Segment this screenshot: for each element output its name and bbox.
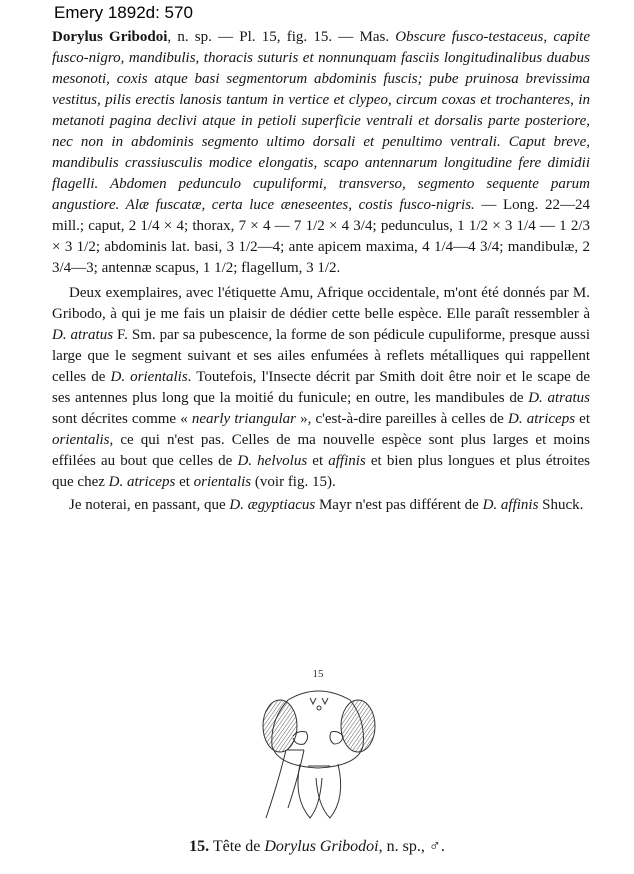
species-description-paragraph xyxy=(52,27,590,279)
text-run: Dorylus Gribodoi xyxy=(52,29,168,45)
text-run: Dorylus Gribodoi xyxy=(264,838,379,855)
text-run: Tête de xyxy=(209,838,265,855)
text-run: Je noterai, en passant, que xyxy=(69,497,230,513)
ant-head-drawing xyxy=(238,668,408,833)
figure-number: 15 xyxy=(312,668,324,680)
text-run: (voir fig. 15). xyxy=(251,474,336,490)
text-run: — Long. 22—24 mill.; caput, 2 1/4 × 4; thorax, 7 × 4 — 7 1/2 × 4 3/4; pedunculus, 1 1/2 × 3 1/4 — 1 2/3 × 3 1/2; abdominis lat. basi, 3 1/2—4; ante apicem maxima, 4 1/4—4 3/4; mandibulæ, 2 3/4—3; antennæ scapus, 1 1/2; flagellum, 3 1/2. xyxy=(52,197,590,276)
text-run: D. atriceps xyxy=(507,411,576,427)
text-run: Deux exemplaires, avec l'étiquette Amu, Afrique occidentale, m'ont été donnés par M. Gribodo, à qui je me fais un plaisir de dédier cette belle espèce. Elle paraît ressembler à xyxy=(52,285,590,322)
text-run: D. atratus xyxy=(52,327,114,343)
text-run: D. atratus xyxy=(528,390,591,406)
text-run: et xyxy=(307,453,329,469)
reference-label: Emery 1892d: 570 xyxy=(54,3,193,22)
text-run: D. ægyptiacus xyxy=(229,497,316,513)
head-illustration xyxy=(238,668,408,833)
text-run: affinis xyxy=(328,453,366,469)
text-run: sont décrites comme « xyxy=(52,411,192,427)
description-text xyxy=(52,27,590,516)
text-run: D. atriceps xyxy=(108,474,176,490)
text-run: nearly triangular xyxy=(191,411,296,427)
text-run: orientalis xyxy=(193,474,252,490)
text-run: et xyxy=(175,474,194,490)
text-run: et bien plus longues et plus étroites que chez xyxy=(52,453,590,490)
text-run: Obscure fusco-testaceus, capite fusco-nigro, mandibulis, thoracis suturis et nonnunquam fasciis longitudinalibus duabus mesonoti, coxis atque basi segmentorum abdominis fuscis; pube pruinosa brevissima vestitus, pilis erectis lanosis tantum in vertice et clypeo, circum coxas et trochanteres, in metanoti pagina declivi atque in petioli superficie ventrali et dorsalis parte posteriore, nec non in abdominis segmento ultimo dorsali et penultimo ventrali. Caput breve, mandibulis crassiusculis modice elongatis, scapo antennarum longitudine fere dimidii flagelli. Abdomen pedunculo cupuliformi, transverso, segmento sequente parum angustiore. Alæ fuscatæ, certa luce æneseentes, costis fusco-nigris. xyxy=(52,29,590,213)
text-run: . Toutefois, l'Insecte décrit par Smith doit être noir et le scape de ses antennes plus long que la moitié du funicule; en outre, les mandibules de xyxy=(52,369,590,406)
text-run: F. Sm. par sa pubescence, la forme de son pédicule cupuliforme, presque aussi large que le segment suivant et ses ailes enfumées à reflets métalliques qui rappellent celles de xyxy=(52,327,590,385)
text-run: », c'est-à-dire pareilles à celles de xyxy=(296,411,508,427)
text-run: , n. sp., ♂. xyxy=(378,838,445,855)
text-run: , n. sp. — Pl. 15, fig. 15. — Mas. xyxy=(167,29,396,45)
text-run: D. affinis xyxy=(482,497,539,513)
text-run: et xyxy=(575,411,590,427)
text-run: 15. xyxy=(189,838,210,855)
text-run: Shuck. xyxy=(538,497,584,513)
text-run: Mayr n'est pas différent de xyxy=(315,497,483,513)
text-run: , ce qui n'est pas. Celles de ma nouvelle espèce sont plus larges et moins effilées au bout que celles de xyxy=(52,432,590,469)
text-run: orientalis xyxy=(52,432,110,448)
text-run: D. orientalis xyxy=(110,369,188,385)
figure-caption xyxy=(0,838,634,856)
remarks-paragraph xyxy=(52,283,590,493)
text-run: D. helvolus xyxy=(237,453,308,469)
note-paragraph xyxy=(52,495,590,516)
